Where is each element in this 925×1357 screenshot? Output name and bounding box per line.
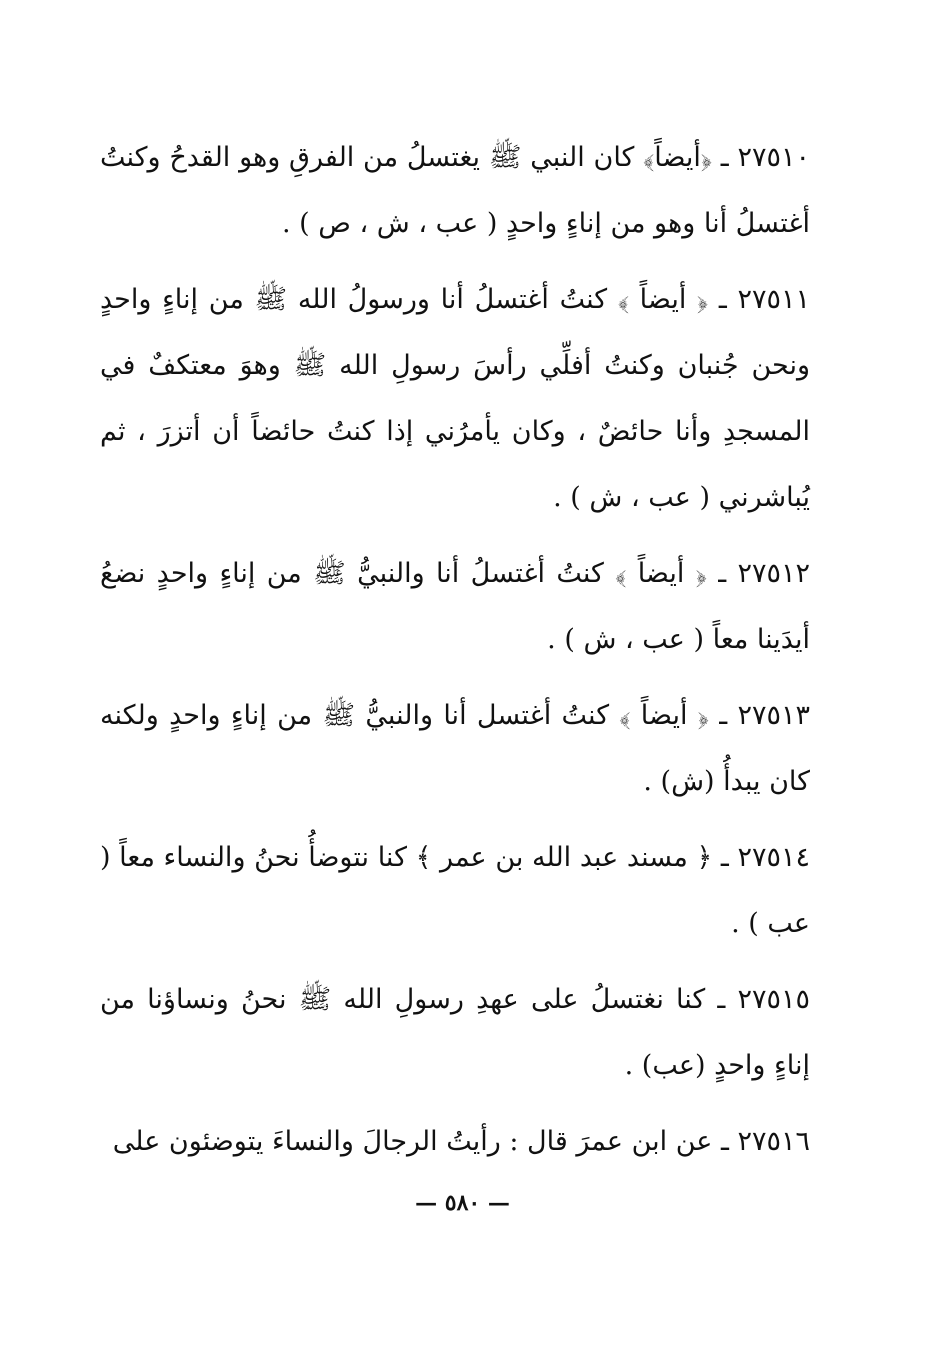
hadith-text-block xyxy=(100,125,810,1185)
hadith-27512: ٢٧٥١٢ ـ ﴿ أيضاً ﴾ كنتُ أغتسلُ أنا والنبيُّ ﷺ من إناءٍ واحدٍ نضعُ أيدَينا معاً ( عب ، ش ) . xyxy=(100,558,810,655)
hadith-27513: ٢٧٥١٣ ـ ﴿ أيضاً ﴾ كنتُ أغتسل أنا والنبيُّ ﷺ من إناءٍ واحدٍ ولكنه كان يبدأُ (ش) . xyxy=(100,700,810,797)
hadith-27514: ٢٧٥١٤ ـ ﴿ مسند عبد الله بن عمر ﴾ كنا نتوضأُ نحنُ والنساء معاً ( عب ) . xyxy=(100,842,810,939)
hadith-27515: ٢٧٥١٥ ـ كنا نغتسلُ على عهدِ رسولِ الله ﷺ نحنُ ونساؤنا من إناءٍ واحدٍ (عب) . xyxy=(100,984,810,1081)
hadith-27516: ٢٧٥١٦ ـ عن ابن عمرَ قال : رأيتُ الرجالَ والنساءَ يتوضئون على xyxy=(112,1126,810,1157)
page-number: — ٥٨٠ — xyxy=(415,1190,510,1216)
hadith-27510: ٢٧٥١٠ ـ ﴿أيضاً﴾ كان النبي ﷺ يغتسلُ من الفرقِ وهو القدحُ وكنتُ أغتسلُ أنا وهو من إناءٍ واحدٍ ( عب ، ش ، ص ) . xyxy=(100,142,810,239)
hadith-27511: ٢٧٥١١ ـ ﴿ أيضاً ﴾ كنتُ أغتسلُ أنا ورسولُ الله ﷺ من إناءٍ واحدٍ ونحن جُنبان وكنتُ أفلِّي رأسَ رسولِ الله ﷺ وهوَ معتكفٌ في المسجدِ وأنا حائضٌ ، وكان يأمرُني إذا كنتُ حائضاً أن أتزرَ ، ثم يُباشرني ( عب ، ش ) . xyxy=(100,284,810,513)
